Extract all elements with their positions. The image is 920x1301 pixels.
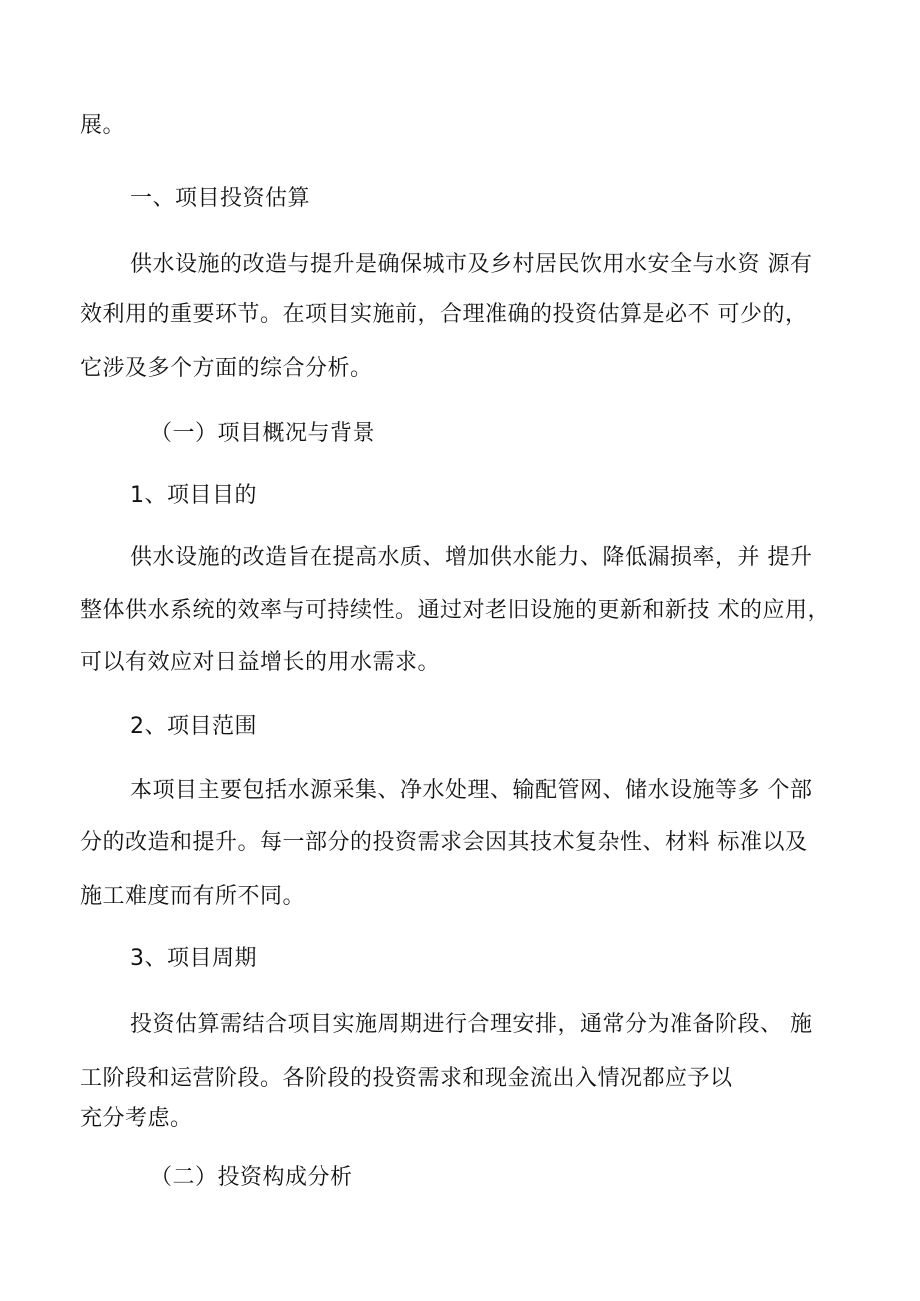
subsection-heading: （二）投资构成分析 — [150, 1165, 353, 1190]
paragraph-line: 可以有效应对日益增长的用水需求。 — [80, 650, 441, 675]
paragraph-line: 整体供水系统的效率与可持续性。通过对老旧设施的更新和新技 术的应用， — [80, 598, 830, 623]
item-heading: 3、项目周期 — [130, 946, 257, 971]
item-heading: 1、项目目的 — [130, 483, 257, 508]
item-heading: 2、项目范围 — [130, 714, 257, 739]
paragraph-line: 投资估算需结合项目实施周期进行合理安排，通常分为准备阶段、 施 — [130, 1012, 813, 1037]
subsection-heading: （一）项目概况与背景 — [150, 421, 376, 446]
paragraph-line: 供水设施的改造旨在提高水质、增加供水能力、降低漏损率，并 提升 — [130, 545, 813, 570]
paragraph-line: 分的改造和提升。每一部分的投资需求会因其技术复杂性、材料 标准以及 — [80, 830, 808, 855]
paragraph-line: 它涉及多个方面的综合分析。 — [80, 356, 373, 381]
paragraph-line: 本项目主要包括水源采集、净水处理、输配管网、储水设施等多 个部 — [130, 778, 813, 803]
text-line: 展。 — [80, 113, 126, 138]
paragraph-line: 充分考虑。 — [80, 1106, 193, 1131]
paragraph-line: 供水设施的改造与提升是确保城市及乡村居民饮用水安全与水资 源有 — [130, 252, 813, 277]
paragraph-line: 工阶段和运营阶段。各阶段的投资需求和现金流出入情况都应予以 — [80, 1066, 733, 1091]
section-heading: 一、项目投资估算 — [130, 186, 311, 211]
paragraph-line: 施工难度而有所不同。 — [80, 884, 306, 909]
paragraph-line: 效利用的重要环节。在项目实施前，合理准确的投资估算是必不 可少的， — [80, 302, 808, 327]
